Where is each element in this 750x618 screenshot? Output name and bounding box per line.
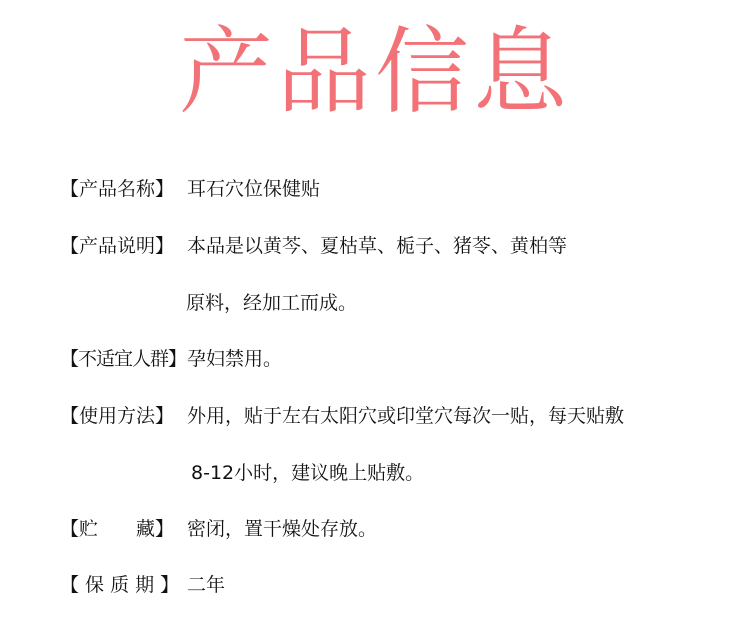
field-label: 【不适宜人群】 xyxy=(60,348,187,370)
field-product-name xyxy=(60,176,320,202)
field-value: 耳石穴位保健贴 xyxy=(187,178,321,200)
field-shelf-life xyxy=(60,572,225,598)
field-label: 【产品说明】 xyxy=(60,235,175,257)
field-value: 孕妇禁用。 xyxy=(187,348,283,370)
field-value: 外用，贴于左右太阳穴或印堂穴每次一贴，每天贴敷 xyxy=(187,405,625,427)
field-storage xyxy=(60,516,377,542)
field-label: 【产品名称】 xyxy=(60,178,175,200)
field-value: 本品是以黄芩、夏枯草、栀子、猪苓、黄柏等 xyxy=(187,235,568,257)
field-label: 【 保 质 期 】 xyxy=(60,574,180,596)
field-value: 二年 xyxy=(187,574,226,596)
field-value-continuation: 8-12小时，建议晚上贴敷。 xyxy=(191,462,425,484)
field-value: 密闭，置干燥处存放。 xyxy=(187,518,378,540)
page-title: 产品信息 xyxy=(178,18,571,127)
field-label: 【使用方法】 xyxy=(60,405,175,427)
field-label: 【贮 藏】 xyxy=(60,518,175,540)
field-product-description xyxy=(60,233,567,259)
field-unsuitable-group xyxy=(60,346,282,372)
field-usage xyxy=(60,403,624,429)
field-value-continuation: 原料，经加工而成。 xyxy=(186,292,358,314)
